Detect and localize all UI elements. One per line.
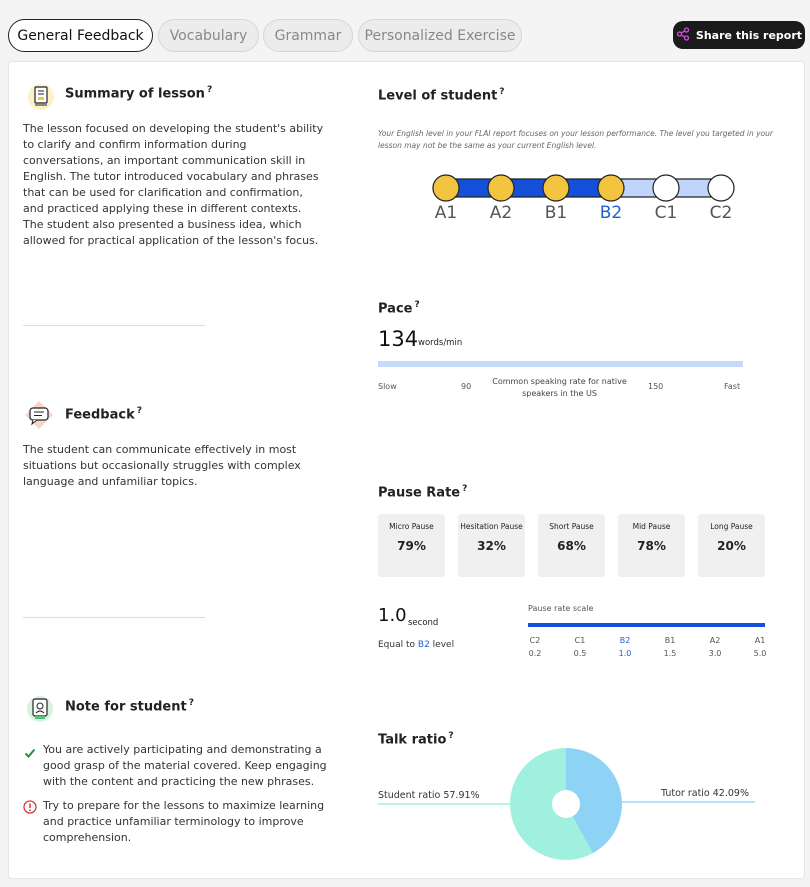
level-help-icon[interactable]: ? — [499, 87, 505, 97]
tab-personalized-exercise[interactable]: Personalized Exercise — [358, 19, 522, 52]
pause-value: 1.0 — [378, 605, 407, 626]
pace-slow-label: Slow — [378, 382, 397, 391]
tab-vocabulary[interactable]: Vocabulary — [158, 19, 259, 52]
pace-unit: words/min — [418, 338, 463, 348]
level-note: Your English level in your FLAI report focuses on your lesson performance. The level you targeted in your lesson may not be the same as your current English level. — [378, 129, 773, 150]
divider — [23, 617, 205, 618]
pause-scale-b2: B2 1.0 — [618, 636, 632, 658]
feedback-title: Feedback ? — [65, 406, 142, 423]
pause-scale-bar — [528, 623, 765, 627]
student-ratio-label: Student ratio 57.91% — [378, 790, 480, 801]
pause-rate-help-icon[interactable]: ? — [462, 484, 468, 494]
level-label-b2: B2 — [599, 203, 623, 222]
pause-card-long: Long Pause 20% — [698, 514, 765, 577]
pause-scale-c2: C2 0.2 — [528, 636, 542, 658]
pause-scale — [520, 634, 776, 662]
level-label-b1: B1 — [544, 203, 568, 222]
pace-bar — [378, 361, 743, 367]
pause-card-hesitation: Hesitation Pause 32% — [458, 514, 525, 577]
summary-icon — [25, 80, 57, 112]
pause-rate-title: Pause Rate ? — [378, 484, 468, 501]
pie-center — [552, 790, 580, 818]
pause-scale-a2: A2 3.0 — [708, 636, 722, 658]
level-label-a1: A1 — [434, 203, 458, 222]
pause-scale-b1: B1 1.5 — [663, 636, 677, 658]
level-dot-a2 — [488, 175, 514, 201]
divider — [23, 325, 205, 326]
note-help-icon[interactable]: ? — [188, 698, 194, 708]
pause-card-short: Short Pause 68% — [538, 514, 605, 577]
pause-scale-title: Pause rate scale — [528, 604, 594, 613]
talk-ratio-pie — [509, 747, 623, 861]
pause-unit: second — [408, 618, 439, 628]
pace-fast-label: Fast — [724, 382, 741, 391]
level-dot-c1 — [653, 175, 679, 201]
check-icon — [24, 744, 36, 763]
share-icon — [676, 27, 690, 44]
tab-grammar[interactable]: Grammar — [263, 19, 353, 52]
feedback-text: The student can communicate effectively in most situations but occasionally struggles with complex language and unfamiliar topics. — [23, 443, 301, 488]
level-label-c2: C2 — [709, 203, 733, 222]
share-report-button[interactable] — [673, 21, 805, 49]
pause-card-mid: Mid Pause 78% — [618, 514, 685, 577]
top-bar — [0, 0, 810, 60]
student-ratio-line — [378, 803, 513, 805]
summary-title: Summary of lesson ? — [65, 85, 213, 102]
level-track — [425, 172, 745, 222]
level-dot-b2 — [598, 175, 624, 201]
pace-high-value: 150 — [648, 382, 664, 391]
feedback-help-icon[interactable]: ? — [136, 406, 142, 416]
pace-value: 134 — [378, 327, 419, 351]
pause-scale-a1: A1 5.0 — [753, 636, 767, 658]
note-icon — [24, 692, 58, 724]
summary-text: The lesson focused on developing the student's ability to clarify and confirm information during conversations, an important communication skill in English. The tutor introduced vocabulary and phrases that can be used for clarification and confirmation, and practiced applying these in different contexts. The student also presented a business idea, which allowed for practical application of the lesson's focus. — [23, 122, 324, 247]
tutor-ratio-line — [619, 801, 755, 803]
pause-card-micro: Micro Pause 79% — [378, 514, 445, 577]
pace-title: Pace ? — [378, 300, 420, 317]
level-title: Level of student ? — [378, 87, 505, 104]
talk-ratio-help-icon[interactable]: ? — [448, 731, 454, 741]
note-title: Note for student ? — [65, 698, 194, 715]
summary-help-icon[interactable]: ? — [206, 85, 213, 95]
tab-general-feedback[interactable]: General Feedback — [8, 19, 153, 52]
talk-ratio-title: Talk ratio ? — [378, 731, 454, 748]
pace-low-value: 90 — [461, 382, 472, 391]
pause-scale-c1: C1 0.5 — [573, 636, 587, 658]
level-label-a2: A2 — [489, 203, 513, 222]
pace-help-icon[interactable]: ? — [414, 300, 420, 310]
level-label-c1: C1 — [654, 203, 678, 222]
tutor-ratio-label: Tutor ratio 42.09% — [661, 788, 749, 799]
level-dot-c2 — [708, 175, 734, 201]
pace-middle-label: Common speaking rate for native speakers in the US — [492, 377, 627, 398]
level-dot-b1 — [543, 175, 569, 201]
pause-equal-level: Equal to B2 level — [378, 640, 455, 650]
feedback-icon — [23, 399, 57, 431]
warning-icon — [23, 799, 37, 818]
share-label: Share this report — [695, 28, 803, 42]
note-item-check: You are actively participating and demonstrating a good grasp of the material covered. Keep engaging with the content and practicing the new phrases. — [43, 743, 327, 788]
level-dot-a1 — [433, 175, 459, 201]
note-item-warning: Try to prepare for the lessons to maximize learning and practice unfamiliar terminology to improve comprehension. — [43, 799, 325, 844]
